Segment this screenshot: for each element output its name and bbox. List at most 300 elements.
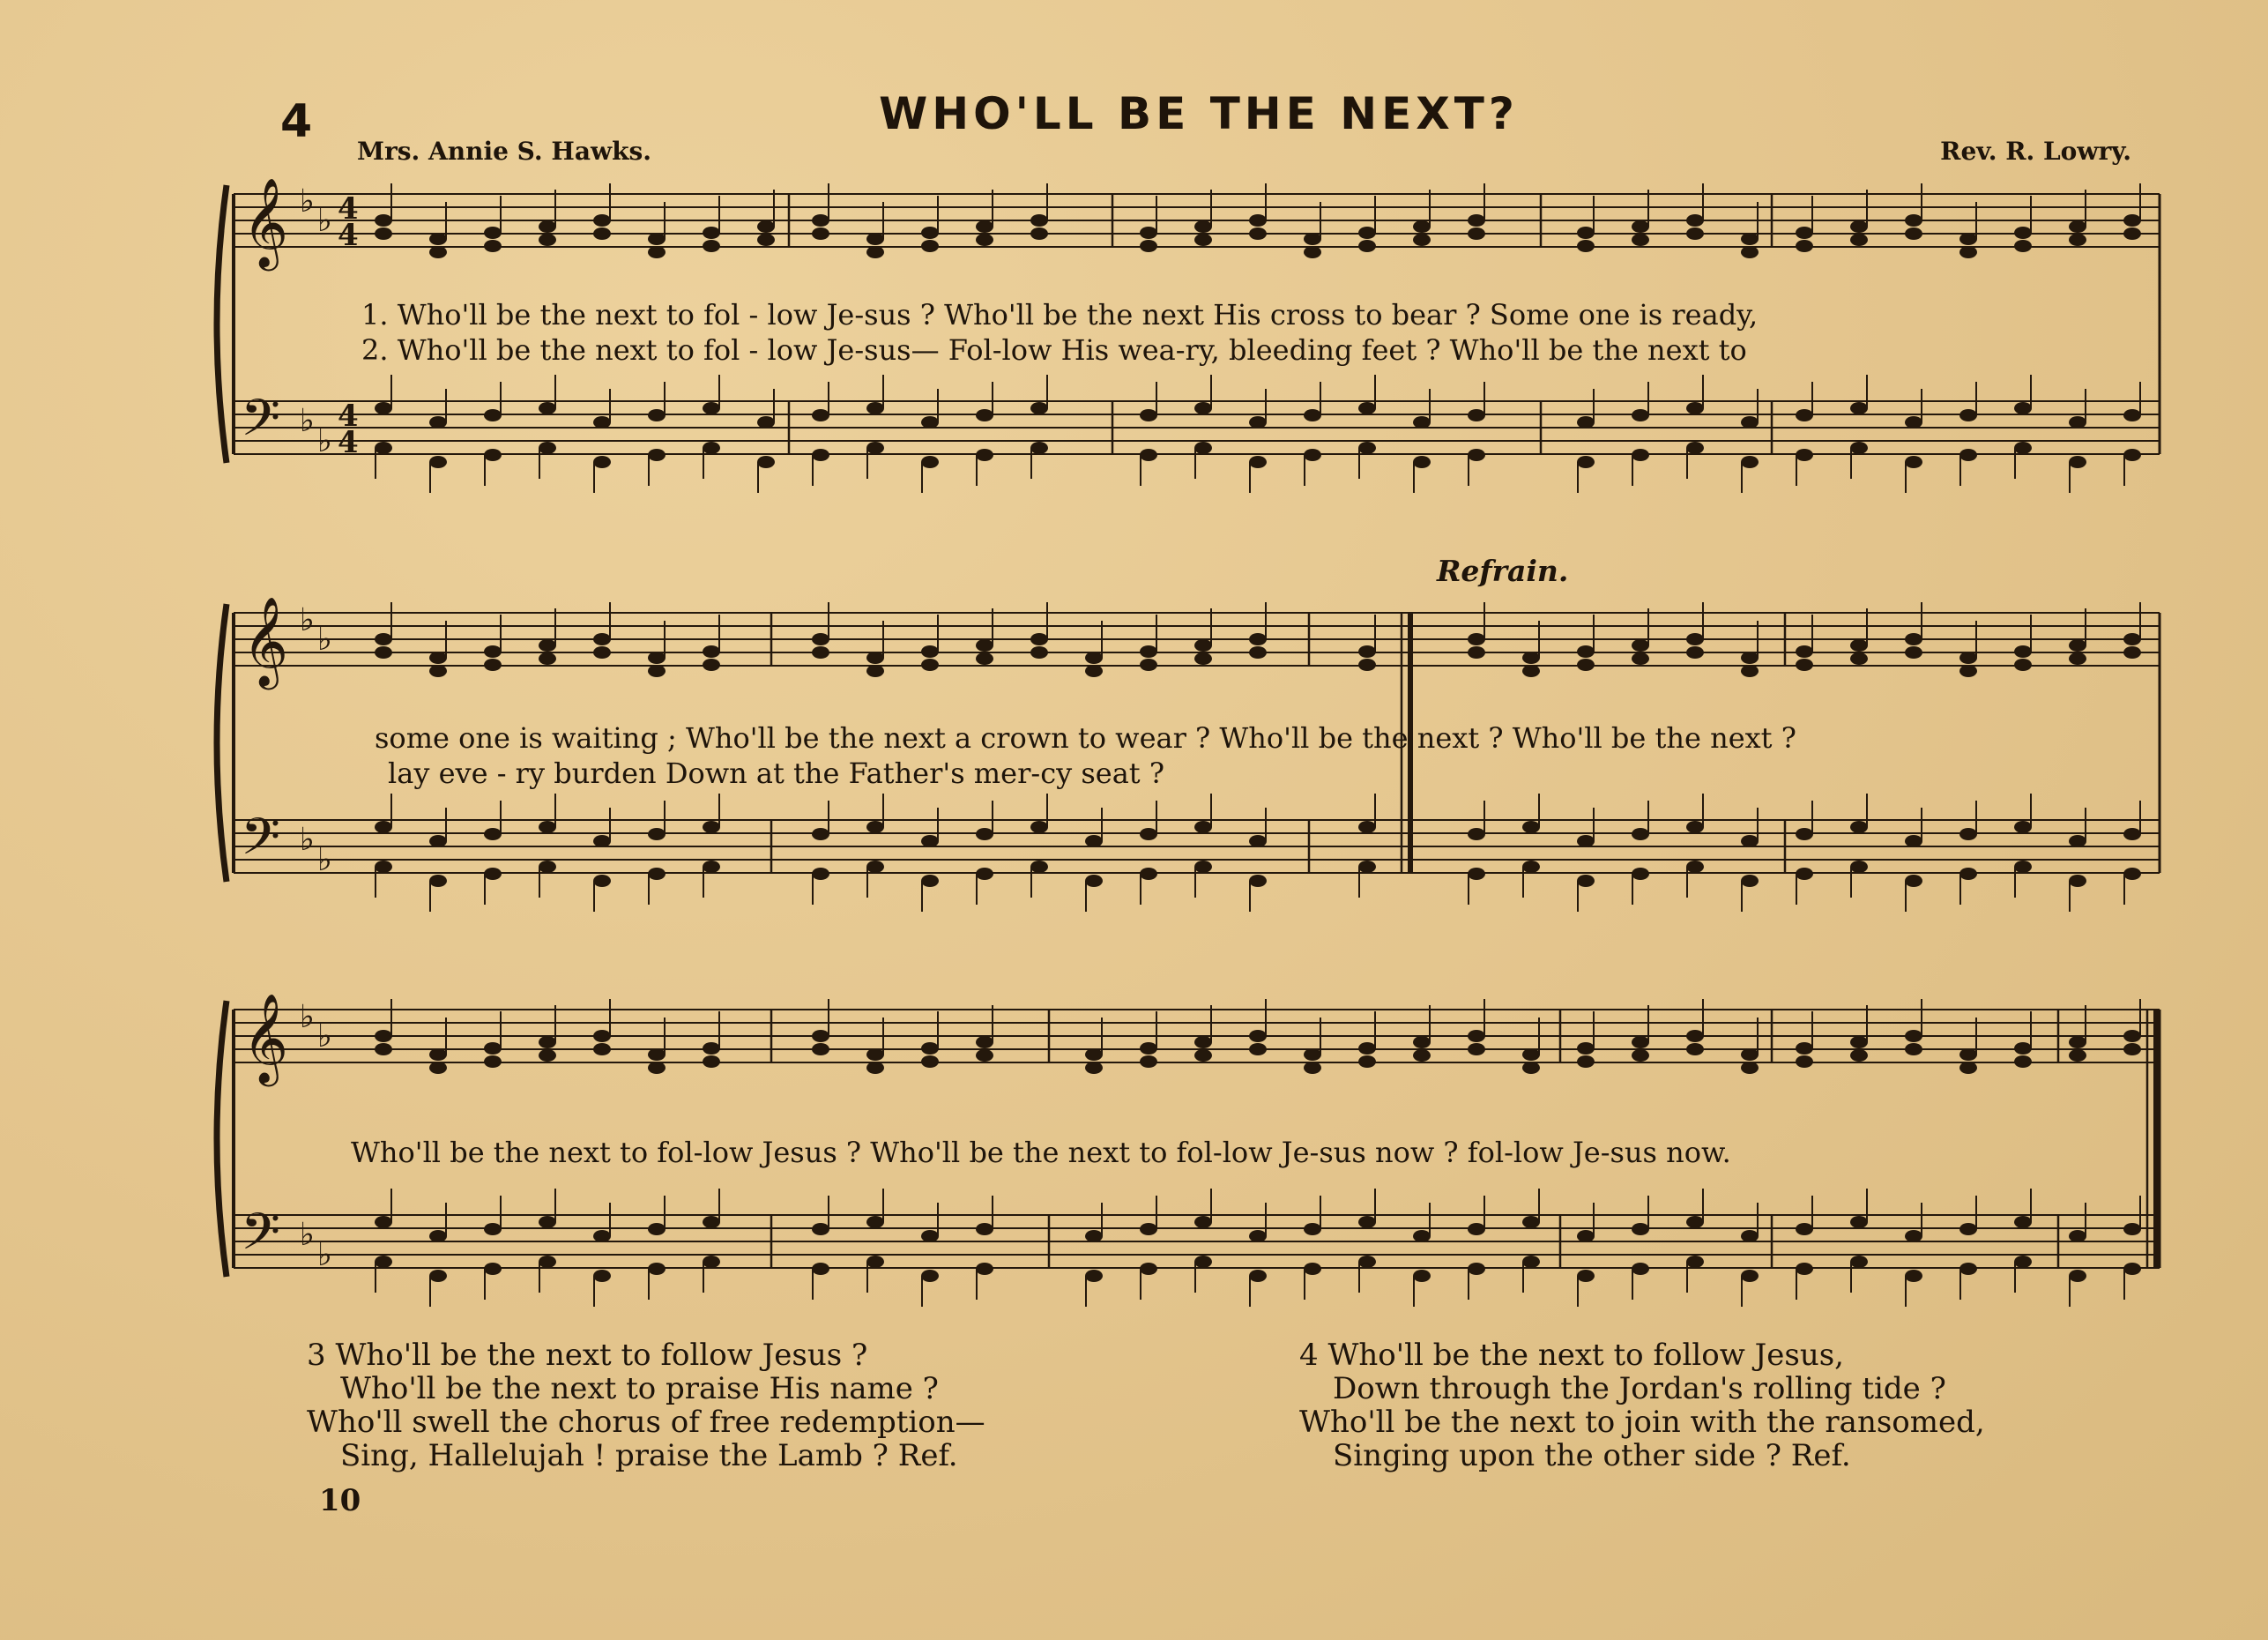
note-head bbox=[1304, 1223, 1321, 1235]
note-head bbox=[1959, 868, 1977, 880]
note-head bbox=[1194, 1216, 1212, 1228]
note-head bbox=[1358, 442, 1376, 454]
flat-sign: ♭ bbox=[300, 183, 315, 220]
note-head bbox=[1632, 868, 1649, 880]
note-head bbox=[921, 835, 939, 847]
note-head bbox=[866, 1256, 884, 1268]
note-head bbox=[703, 1042, 720, 1055]
note-head bbox=[976, 652, 993, 665]
note-head bbox=[1194, 1036, 1212, 1048]
note-head bbox=[1468, 868, 1485, 880]
note-head bbox=[539, 402, 556, 414]
note-head bbox=[2069, 220, 2086, 233]
note-head bbox=[1959, 1223, 1977, 1235]
note-head bbox=[429, 1270, 447, 1282]
note-head bbox=[1413, 234, 1431, 246]
verse-4 bbox=[1299, 1338, 1985, 1472]
note-head bbox=[375, 633, 392, 645]
note-head bbox=[1905, 1270, 1922, 1282]
flat-sign: ♭ bbox=[317, 1018, 332, 1055]
note-head bbox=[2014, 1216, 2032, 1228]
note-head bbox=[484, 240, 502, 252]
note-head bbox=[1850, 821, 1868, 833]
note-head bbox=[1741, 456, 1759, 468]
note-head bbox=[921, 227, 939, 239]
note-head bbox=[1249, 646, 1267, 659]
note-head bbox=[703, 240, 720, 252]
note-head bbox=[1413, 1036, 1431, 1048]
bass-clef: 𝄢 bbox=[241, 1202, 281, 1274]
note-head bbox=[1686, 821, 1704, 833]
note-head bbox=[2123, 1263, 2141, 1275]
note-head bbox=[429, 875, 447, 887]
note-head bbox=[866, 665, 884, 677]
note-head bbox=[1140, 868, 1157, 880]
note-head bbox=[1468, 1030, 1485, 1042]
note-head bbox=[921, 1270, 939, 1282]
note-head bbox=[1358, 645, 1376, 658]
note-head bbox=[1140, 1042, 1157, 1055]
flat-sign: ♭ bbox=[317, 622, 332, 658]
note-head bbox=[1905, 214, 1922, 227]
note-head bbox=[921, 659, 939, 671]
note-head bbox=[1850, 442, 1868, 454]
note-head bbox=[1468, 1223, 1485, 1235]
note-head bbox=[1741, 665, 1759, 677]
note-head bbox=[976, 234, 993, 246]
note-head bbox=[375, 1030, 392, 1042]
note-head bbox=[1905, 456, 1922, 468]
note-head bbox=[1796, 645, 1813, 658]
hymn-title: WHO'LL BE THE NEXT? bbox=[879, 88, 1519, 139]
note-head bbox=[1140, 645, 1157, 658]
flat-sign: ♭ bbox=[300, 999, 315, 1035]
note-head bbox=[1085, 665, 1103, 677]
note-head bbox=[2014, 861, 2032, 873]
note-head bbox=[921, 645, 939, 658]
note-head bbox=[1686, 402, 1704, 414]
note-head bbox=[1686, 214, 1704, 227]
note-head bbox=[703, 821, 720, 833]
note-head bbox=[866, 652, 884, 664]
note-head bbox=[1686, 227, 1704, 240]
verse-line: 3 Who'll be the next to follow Jesus ? bbox=[307, 1338, 868, 1373]
note-head bbox=[703, 442, 720, 454]
note-head bbox=[703, 659, 720, 671]
note-head bbox=[648, 652, 666, 664]
note-head bbox=[1959, 1062, 1977, 1074]
note-head bbox=[812, 449, 829, 461]
note-head bbox=[1249, 1043, 1267, 1055]
note-head bbox=[1304, 233, 1321, 245]
note-head bbox=[2069, 1049, 2086, 1062]
note-head bbox=[1796, 659, 1813, 671]
note-head bbox=[1741, 233, 1759, 245]
verse-line: Down through the Jordan's rolling tide ? bbox=[1333, 1371, 1946, 1406]
note-head bbox=[484, 1042, 502, 1055]
note-head bbox=[593, 633, 611, 645]
note-head bbox=[1140, 659, 1157, 671]
note-head bbox=[812, 1043, 829, 1055]
note-head bbox=[1304, 246, 1321, 258]
note-head bbox=[1140, 227, 1157, 239]
flat-sign: ♭ bbox=[317, 842, 332, 878]
note-head bbox=[1577, 240, 1595, 252]
note-head bbox=[866, 246, 884, 258]
note-head bbox=[866, 1062, 884, 1074]
note-head bbox=[2069, 234, 2086, 246]
note-head bbox=[1140, 409, 1157, 421]
note-head bbox=[1850, 220, 1868, 233]
note-head bbox=[484, 1223, 502, 1235]
lyric-line: 2. Who'll be the next to fol - low Je-sus— Fol-low His wea-ry, bleeding feet ? Who'll be the next to bbox=[361, 333, 1747, 367]
note-head bbox=[1632, 1223, 1649, 1235]
note-head bbox=[1577, 1230, 1595, 1242]
note-head bbox=[1905, 1230, 1922, 1242]
time-signature: 4 bbox=[338, 191, 359, 227]
note-head bbox=[976, 409, 993, 421]
note-head bbox=[1632, 449, 1649, 461]
note-head bbox=[1959, 409, 1977, 421]
note-head bbox=[1194, 402, 1212, 414]
note-head bbox=[648, 665, 666, 677]
note-head bbox=[593, 875, 611, 887]
note-head bbox=[1905, 227, 1922, 240]
note-head bbox=[1905, 875, 1922, 887]
note-head bbox=[1850, 652, 1868, 665]
note-head bbox=[1796, 409, 1813, 421]
note-head bbox=[1850, 1256, 1868, 1268]
note-head bbox=[1959, 828, 1977, 840]
note-head bbox=[812, 1263, 829, 1275]
note-head bbox=[1686, 442, 1704, 454]
composer-credit: Rev. R. Lowry. bbox=[1940, 137, 2131, 166]
note-head bbox=[1632, 1263, 1649, 1275]
note-head bbox=[1085, 652, 1103, 664]
note-head bbox=[866, 821, 884, 833]
note-head bbox=[2123, 1030, 2141, 1042]
note-head bbox=[1959, 665, 1977, 677]
note-head bbox=[1959, 449, 1977, 461]
lyric-line: 1. Who'll be the next to fol - low Je-sus ? Who'll be the next His cross to bear ? Some one is ready, bbox=[361, 298, 1759, 332]
note-head bbox=[2014, 659, 2032, 671]
note-head bbox=[812, 214, 829, 227]
note-head bbox=[484, 828, 502, 840]
note-head bbox=[593, 1270, 611, 1282]
note-head bbox=[1413, 1049, 1431, 1062]
flat-sign: ♭ bbox=[317, 423, 332, 459]
note-head bbox=[1632, 828, 1649, 840]
note-head bbox=[866, 1216, 884, 1228]
note-head bbox=[1304, 449, 1321, 461]
note-head bbox=[1796, 240, 1813, 252]
note-head bbox=[1522, 861, 1540, 873]
note-head bbox=[1085, 835, 1103, 847]
note-head bbox=[1522, 1048, 1540, 1061]
note-head bbox=[429, 835, 447, 847]
note-head bbox=[2123, 646, 2141, 659]
note-head bbox=[1796, 1223, 1813, 1235]
note-head bbox=[539, 234, 556, 246]
note-head bbox=[703, 861, 720, 873]
note-head bbox=[1358, 861, 1376, 873]
note-head bbox=[812, 1030, 829, 1042]
note-head bbox=[1796, 449, 1813, 461]
note-head bbox=[2069, 652, 2086, 665]
note-head bbox=[429, 665, 447, 677]
note-head bbox=[1686, 1043, 1704, 1055]
note-head bbox=[921, 416, 939, 429]
note-head bbox=[375, 214, 392, 227]
note-head bbox=[375, 861, 392, 873]
note-head bbox=[1959, 652, 1977, 664]
note-head bbox=[1249, 1230, 1267, 1242]
note-head bbox=[757, 220, 775, 233]
note-head bbox=[484, 645, 502, 658]
flat-sign: ♭ bbox=[317, 203, 332, 239]
note-head bbox=[429, 233, 447, 245]
note-head bbox=[1085, 1048, 1103, 1061]
note-head bbox=[648, 1223, 666, 1235]
note-head bbox=[2123, 828, 2141, 840]
note-head bbox=[812, 828, 829, 840]
note-head bbox=[1249, 875, 1267, 887]
note-head bbox=[976, 868, 993, 880]
note-head bbox=[1796, 1042, 1813, 1055]
note-head bbox=[1249, 227, 1267, 240]
note-head bbox=[1140, 1263, 1157, 1275]
note-head bbox=[1413, 456, 1431, 468]
note-head bbox=[2123, 868, 2141, 880]
note-head bbox=[1030, 646, 1048, 659]
note-head bbox=[866, 402, 884, 414]
flat-sign: ♭ bbox=[300, 602, 315, 638]
note-head bbox=[812, 1223, 829, 1235]
note-head bbox=[812, 633, 829, 645]
note-head bbox=[1741, 1270, 1759, 1282]
note-head bbox=[1741, 835, 1759, 847]
note-head bbox=[1030, 821, 1048, 833]
note-head bbox=[1304, 1263, 1321, 1275]
note-head bbox=[1358, 240, 1376, 252]
note-head bbox=[375, 442, 392, 454]
note-head bbox=[1085, 875, 1103, 887]
note-head bbox=[484, 868, 502, 880]
note-head bbox=[1413, 1270, 1431, 1282]
note-head bbox=[1577, 1055, 1595, 1068]
time-signature: 4 bbox=[338, 399, 359, 434]
note-head bbox=[1577, 659, 1595, 671]
note-head bbox=[2014, 1055, 2032, 1068]
note-head bbox=[1468, 227, 1485, 240]
note-head bbox=[757, 234, 775, 246]
brace bbox=[217, 1001, 227, 1277]
lyric-line: some one is waiting ; Who'll be the next a crown to wear ? Who'll be the next ? Who'll be the next ? bbox=[375, 721, 1796, 755]
note-head bbox=[1850, 402, 1868, 414]
note-head bbox=[757, 456, 775, 468]
note-head bbox=[375, 821, 392, 833]
note-head bbox=[921, 456, 939, 468]
note-head bbox=[593, 835, 611, 847]
note-head bbox=[1085, 1270, 1103, 1282]
note-head bbox=[921, 1230, 939, 1242]
note-head bbox=[1905, 416, 1922, 429]
note-head bbox=[375, 1043, 392, 1055]
note-head bbox=[1194, 220, 1212, 233]
note-head bbox=[1741, 1062, 1759, 1074]
verse-line: Who'll swell the chorus of free redemption— bbox=[307, 1405, 985, 1440]
note-head bbox=[593, 227, 611, 240]
note-head bbox=[2069, 1036, 2086, 1048]
note-head bbox=[1796, 1263, 1813, 1275]
note-head bbox=[1358, 1216, 1376, 1228]
flat-sign: ♭ bbox=[317, 1237, 332, 1273]
note-head bbox=[703, 645, 720, 658]
note-head bbox=[703, 1256, 720, 1268]
note-head bbox=[757, 416, 775, 429]
note-head bbox=[1140, 449, 1157, 461]
verse-3 bbox=[307, 1338, 985, 1472]
note-head bbox=[1030, 442, 1048, 454]
note-head bbox=[539, 861, 556, 873]
note-head bbox=[1358, 227, 1376, 239]
note-head bbox=[812, 646, 829, 659]
note-head bbox=[1468, 1043, 1485, 1055]
lyric-line: Who'll be the next to fol-low Jesus ? Who'll be the next to fol-low Je-sus now ? fol-low Je-sus now. bbox=[351, 1136, 1731, 1169]
note-head bbox=[2069, 639, 2086, 652]
note-head bbox=[1577, 645, 1595, 658]
note-head bbox=[1468, 646, 1485, 659]
note-head bbox=[648, 246, 666, 258]
note-head bbox=[1632, 1036, 1649, 1048]
note-head bbox=[1249, 835, 1267, 847]
note-head bbox=[1905, 646, 1922, 659]
lyric-line: lay eve - ry burden Down at the Father's mer-cy seat ? bbox=[388, 757, 1164, 790]
note-head bbox=[539, 639, 556, 652]
note-head bbox=[1030, 861, 1048, 873]
note-head bbox=[375, 227, 392, 240]
note-head bbox=[1413, 416, 1431, 429]
note-head bbox=[593, 214, 611, 227]
note-head bbox=[1686, 1030, 1704, 1042]
note-head bbox=[2123, 214, 2141, 227]
note-head bbox=[1249, 456, 1267, 468]
note-head bbox=[429, 1048, 447, 1061]
note-head bbox=[1905, 1030, 1922, 1042]
note-head bbox=[1686, 861, 1704, 873]
page-number: 4 bbox=[280, 95, 313, 148]
note-head bbox=[429, 416, 447, 429]
treble-clef: 𝄞 bbox=[242, 176, 289, 267]
note-head bbox=[539, 220, 556, 233]
note-head bbox=[1632, 1049, 1649, 1062]
note-head bbox=[1686, 646, 1704, 659]
note-head bbox=[1358, 659, 1376, 671]
note-head bbox=[866, 861, 884, 873]
note-head bbox=[1577, 456, 1595, 468]
note-head bbox=[1194, 821, 1212, 833]
note-head bbox=[2123, 1043, 2141, 1055]
note-head bbox=[539, 821, 556, 833]
note-head bbox=[1194, 639, 1212, 652]
note-head bbox=[1085, 1230, 1103, 1242]
note-head bbox=[976, 449, 993, 461]
note-head bbox=[2069, 1270, 2086, 1282]
note-head bbox=[375, 646, 392, 659]
note-head bbox=[2123, 633, 2141, 645]
note-head bbox=[539, 1036, 556, 1048]
note-head bbox=[1030, 633, 1048, 645]
note-head bbox=[703, 227, 720, 239]
note-head bbox=[1304, 409, 1321, 421]
note-head bbox=[1468, 409, 1485, 421]
refrain-label: Refrain. bbox=[1437, 554, 1569, 588]
note-head bbox=[539, 1049, 556, 1062]
note-head bbox=[648, 868, 666, 880]
note-head bbox=[1194, 442, 1212, 454]
note-head bbox=[1905, 633, 1922, 645]
note-head bbox=[1249, 416, 1267, 429]
note-head bbox=[2069, 416, 2086, 429]
note-head bbox=[1577, 1270, 1595, 1282]
note-head bbox=[429, 1230, 447, 1242]
note-head bbox=[1741, 1048, 1759, 1061]
note-head bbox=[1577, 835, 1595, 847]
treble-clef: 𝄞 bbox=[242, 992, 289, 1083]
note-head bbox=[1194, 234, 1212, 246]
note-head bbox=[1194, 1049, 1212, 1062]
note-head bbox=[429, 1062, 447, 1074]
note-head bbox=[484, 227, 502, 239]
note-head bbox=[921, 1042, 939, 1055]
note-head bbox=[375, 402, 392, 414]
flat-sign: ♭ bbox=[300, 822, 315, 858]
verse-line: Sing, Hallelujah ! praise the Lamb ? Ref. bbox=[340, 1438, 958, 1473]
note-head bbox=[1632, 220, 1649, 233]
note-head bbox=[812, 409, 829, 421]
note-head bbox=[2069, 835, 2086, 847]
note-head bbox=[1686, 633, 1704, 645]
note-head bbox=[2014, 402, 2032, 414]
note-head bbox=[648, 1062, 666, 1074]
note-head bbox=[1741, 875, 1759, 887]
note-head bbox=[976, 1036, 993, 1048]
note-head bbox=[539, 1216, 556, 1228]
note-head bbox=[429, 246, 447, 258]
note-head bbox=[1796, 1055, 1813, 1068]
note-head bbox=[1632, 234, 1649, 246]
note-head bbox=[1522, 1256, 1540, 1268]
note-head bbox=[539, 1256, 556, 1268]
flat-sign: ♭ bbox=[300, 403, 315, 439]
note-head bbox=[1358, 821, 1376, 833]
note-head bbox=[812, 227, 829, 240]
note-head bbox=[976, 1223, 993, 1235]
note-head bbox=[1577, 416, 1595, 429]
note-head bbox=[1796, 227, 1813, 239]
note-head bbox=[1304, 1062, 1321, 1074]
note-head bbox=[1959, 1263, 1977, 1275]
note-head bbox=[648, 409, 666, 421]
note-head bbox=[1140, 1055, 1157, 1068]
note-head bbox=[484, 659, 502, 671]
note-head bbox=[921, 240, 939, 252]
note-head bbox=[976, 639, 993, 652]
note-head bbox=[593, 646, 611, 659]
note-head bbox=[1249, 1030, 1267, 1042]
note-head bbox=[703, 402, 720, 414]
note-head bbox=[866, 442, 884, 454]
